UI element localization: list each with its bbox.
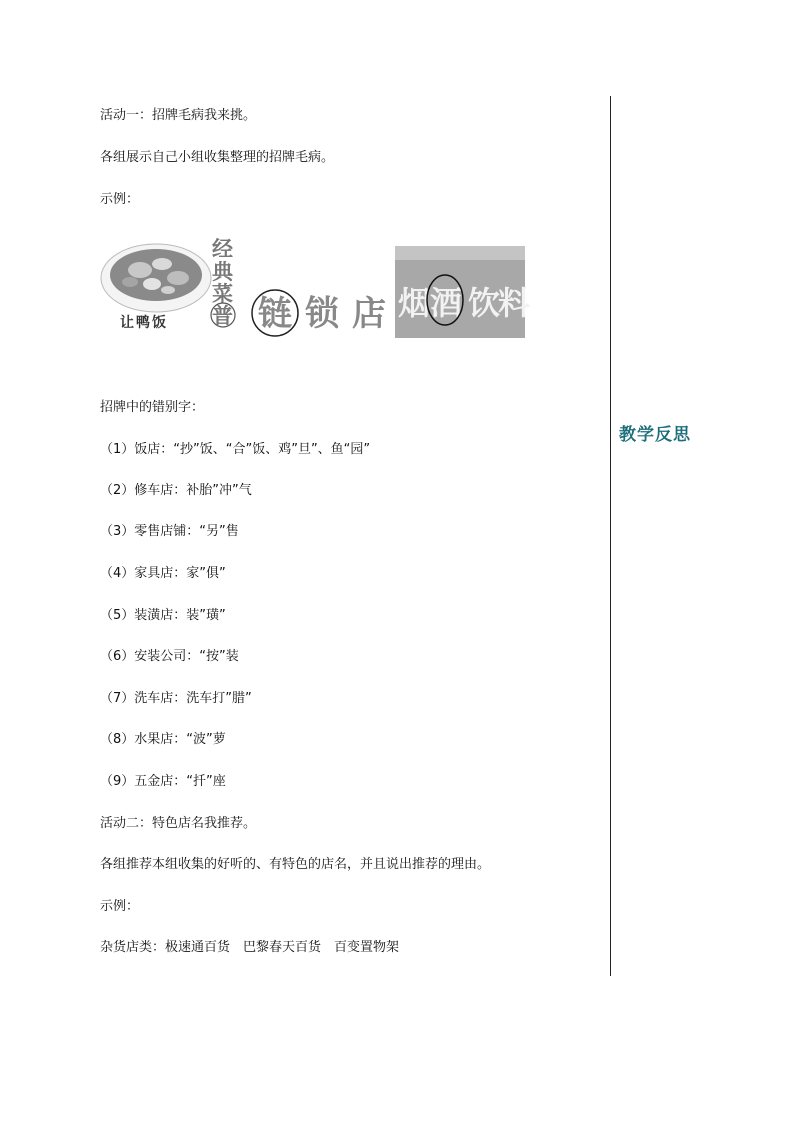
sign-examples-image <box>100 232 530 342</box>
error-item: （8）水果店：“波”萝 <box>100 732 226 747</box>
error-item: （9）五金店：“扦”座 <box>100 774 226 789</box>
svg-text:饮: 饮 <box>468 284 501 322</box>
teaching-reflection-title: 教学反思 <box>619 425 691 445</box>
example-label: 示例： <box>100 192 140 207</box>
svg-text:经: 经 <box>212 237 233 261</box>
svg-text:链: 链 <box>258 294 292 334</box>
chain-store-sign <box>252 290 386 336</box>
dish-plate-image <box>101 244 211 312</box>
activity2-description: 各组推荐本组收集的好听的、有特色的店名，并且说出推荐的理由。 <box>100 857 491 872</box>
svg-text:典: 典 <box>212 260 233 284</box>
column-divider <box>610 96 611 976</box>
tobacco-liquor-sign <box>395 246 530 338</box>
example-label: 示例： <box>100 899 140 914</box>
menu-sign <box>211 237 235 328</box>
svg-text:料: 料 <box>498 284 530 322</box>
svg-text:普: 普 <box>212 304 233 328</box>
activity1-title: 活动一：招牌毛病我来挑。 <box>100 108 257 123</box>
dish-caption: 让鸭饭 <box>120 315 168 331</box>
error-item: （1）饭店：“抄”饭、“合”饭、鸡”旦”、鱼“园” <box>100 442 371 457</box>
svg-text:锁: 锁 <box>305 294 339 334</box>
error-item: （5）装潢店：装”璜” <box>100 608 226 623</box>
svg-text:酒: 酒 <box>430 284 463 322</box>
error-item: （2）修车店：补胎”冲”气 <box>100 483 252 498</box>
grocery-examples: 杂货店类：极速通百货 巴黎春天百货 百变置物架 <box>100 940 400 955</box>
svg-text:店: 店 <box>352 294 386 334</box>
error-item: （6）安装公司：“按”装 <box>100 649 239 664</box>
svg-text:烟: 烟 <box>398 284 431 322</box>
activity1-description: 各组展示自己小组收集整理的招牌毛病。 <box>100 150 335 165</box>
activity2-title: 活动二：特色店名我推荐。 <box>100 816 257 831</box>
error-item: （7）洗车店：洗车打”腊” <box>100 691 252 706</box>
svg-text:菜: 菜 <box>212 282 233 306</box>
error-item: （4）家具店：家”俱” <box>100 566 226 581</box>
error-item: （3）零售店铺：“另”售 <box>100 524 239 539</box>
errors-title: 招牌中的错别字： <box>100 400 205 415</box>
